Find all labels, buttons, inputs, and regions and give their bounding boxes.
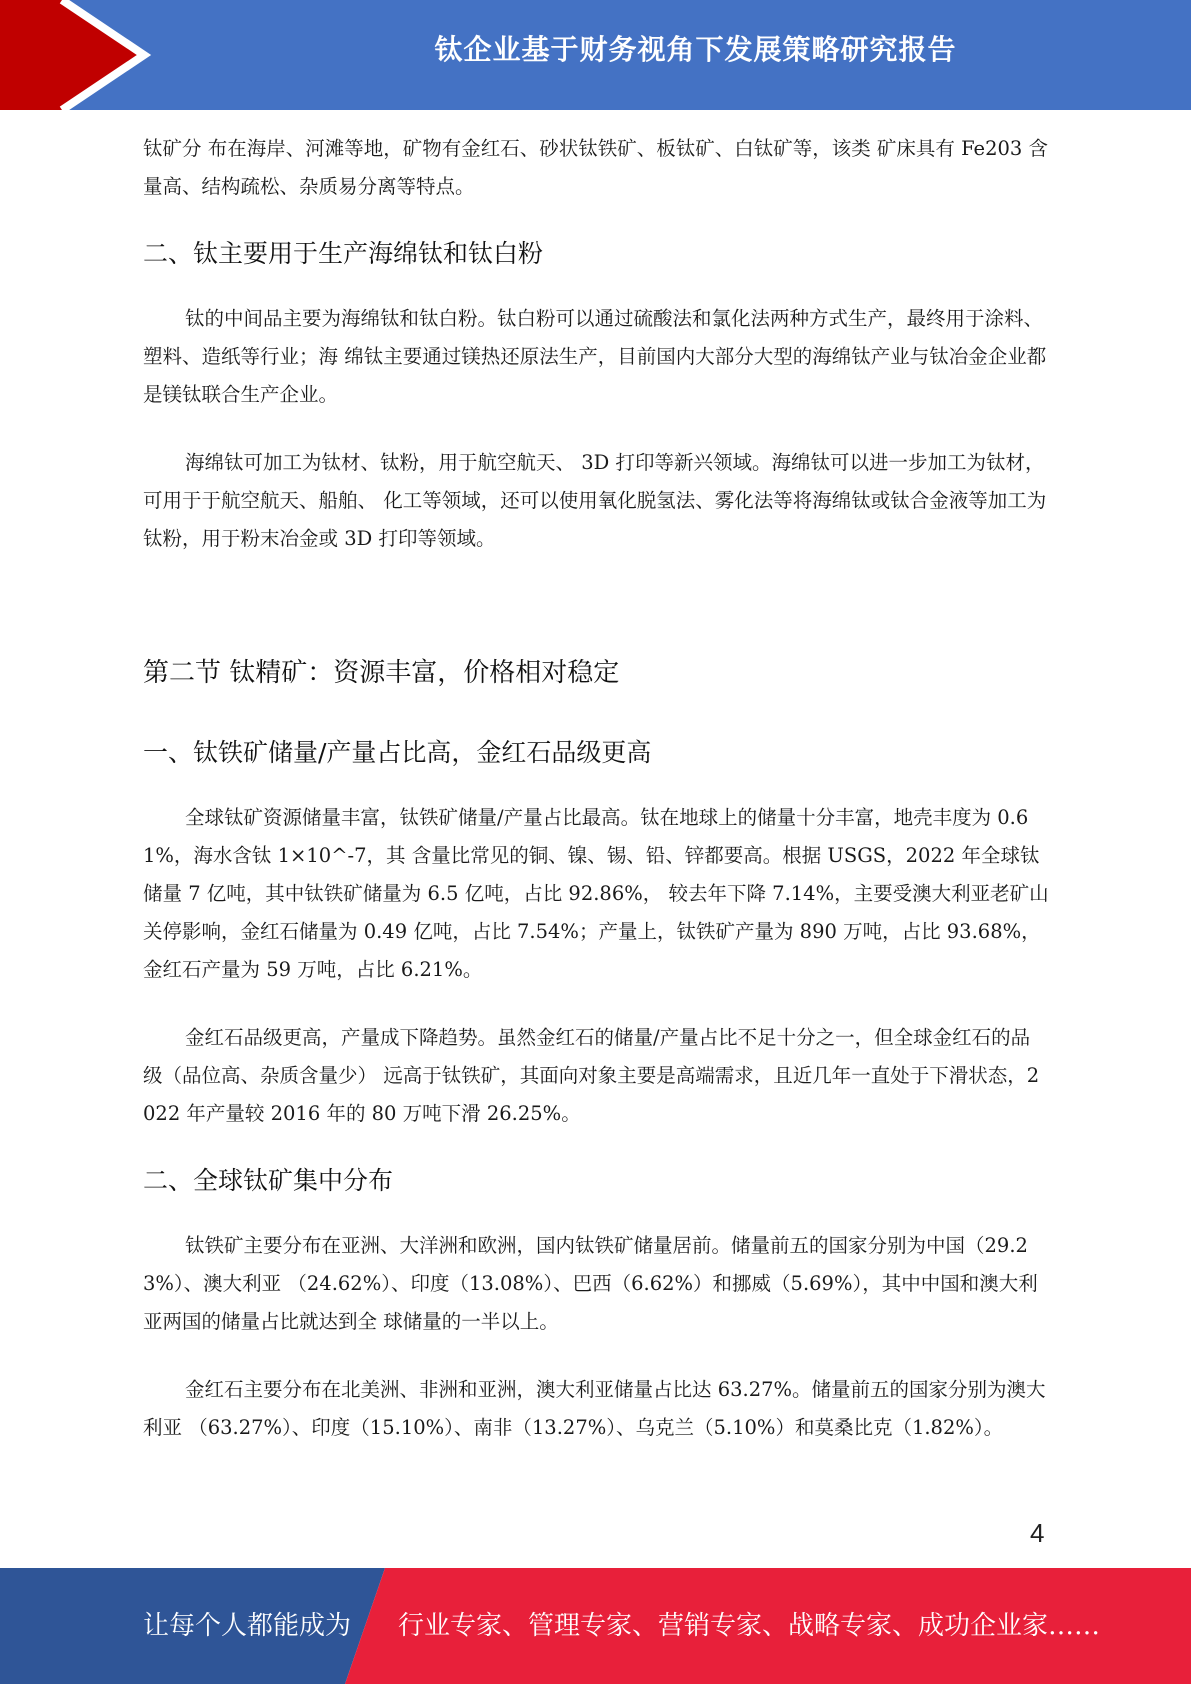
document-body	[143, 128, 1049, 1447]
page-footer-band	[0, 1568, 1191, 1684]
heading-global-distribution: 二、全球钛矿集中分布	[143, 1166, 394, 1195]
paragraph-sponge-titanium: 海绵钛可加工为钛材、钛粉，用于航空航天、 3D 打印等新兴领域。海绵钛可以进一步加工为钛材，可用于于航空航天、船舶、 化工等领域，还可以使用氧化脱氢法、雾化法等将海绵钛或钛合金液等加工为钛粉，用于粉末冶金或 3D 打印等领域。	[143, 451, 1047, 550]
paragraph-rutile-distribution: 金红石主要分布在北美洲、非洲和亚洲，澳大利亚储量占比达 63.27%。储量前五的国家分别为澳大利亚 （63.27%）、印度（15.10%）、南非（13.27%）、乌克兰（5.10%）和莫桑比克（1.82%）。	[143, 1378, 1046, 1439]
paragraph-ilmenite-distribution: 钛铁矿主要分布在亚洲、大洋洲和欧洲，国内钛铁矿储量居前。储量前五的国家分别为中国（29.23%）、澳大利亚 （24.62%）、印度（13.08%）、巴西（6.62%）和挪威（5.69%），其中中国和澳大利亚两国的储量占比就达到全 球储量的一半以上。	[143, 1234, 1038, 1333]
page-number: 4	[1030, 1518, 1045, 1548]
intro-paragraph: 钛矿分 布在海岸、河滩等地，矿物有金红石、砂状钛铁矿、板钛矿、白钛矿等，该类 矿床具有 Fe203 含量高、结构疏松、杂质易分离等特点。	[143, 137, 1049, 198]
footer-slogan-left: 让每个人都能成为	[143, 1611, 352, 1641]
paragraph-intermediate-products: 钛的中间品主要为海绵钛和钛白粉。钛白粉可以通过硫酸法和氯化法两种方式生产，最终用于涂料、塑料、造纸等行业；海 绵钛主要通过镁热还原法生产，目前国内大部分大型的海绵钛产业与钛冶金企业都是镁钛联合生产企业。	[143, 307, 1047, 406]
heading-titanium-uses: 二、钛主要用于生产海绵钛和钛白粉	[143, 239, 544, 268]
report-title: 钛企业基于财务视角下发展策略研究报告	[434, 33, 957, 66]
paragraph-global-reserves: 全球钛矿资源储量丰富，钛铁矿储量/产量占比最高。钛在地球上的储量十分丰富，地壳丰度为 0.61%，海水含钛 1×10^-7，其 含量比常见的铜、镍、锡、铅、锌都要高。根据 USGS，2022 年全球钛储量 7 亿吨，其中钛铁矿储量为 6.5 亿吨，占比 92.86%， 较去年下降 7.14%，主要受澳大利亚老矿山关停影响，金红石储量为 0.49 亿吨，占比 7.54%；产量上，钛铁矿产量为 890 万吨，占比 93.68%，金红石产量为 59 万吨，占比 6.21%。	[143, 806, 1049, 981]
heading-ilmenite-reserves: 一、钛铁矿储量/产量占比高，金红石品级更高	[143, 738, 652, 767]
section-two-title: 第二节 钛精矿：资源丰富，价格相对稳定	[143, 658, 620, 688]
footer-slogan-right: 行业专家、管理专家、营销专家、战略专家、成功企业家……	[398, 1611, 1101, 1641]
paragraph-rutile-grade: 金红石品级更高，产量成下降趋势。虽然金红石的储量/产量占比不足十分之一，但全球金红石的品级（品位高、杂质含量少） 远高于钛铁矿，其面向对象主要是高端需求，且近几年一直处于下滑状态，2022 年产量较 2016 年的 80 万吨下滑 26.25%。	[143, 1026, 1040, 1125]
page-header-band	[0, 0, 1191, 110]
